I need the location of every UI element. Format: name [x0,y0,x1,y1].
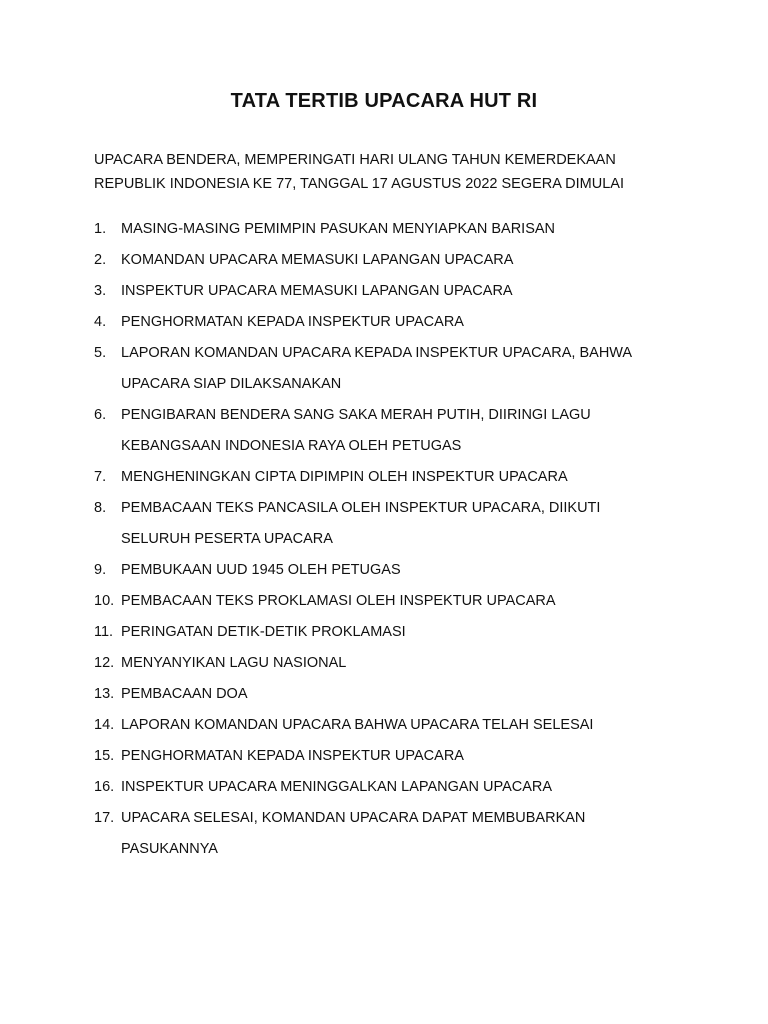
agenda-item-line: LAPORAN KOMANDAN UPACARA BAHWA UPACARA TELAH SELESAI [121,717,594,733]
agenda-item-line: PEMBACAAN DOA [121,686,248,702]
agenda-item-line: PENGHORMATAN KEPADA INSPEKTUR UPACARA [121,314,464,330]
agenda-item [94,338,694,400]
agenda-item-text [94,710,694,741]
agenda-item-number: 17. [94,810,115,826]
agenda-item [94,276,694,307]
agenda-item-number: 2. [94,252,107,268]
intro-line: UPACARA BENDERA, MEMPERINGATI HARI ULANG TAHUN KEMERDEKAAN [94,152,616,168]
agenda-item-text [94,338,694,400]
agenda-item-text [94,586,694,617]
agenda-item-line: UPACARA SELESAI, KOMANDAN UPACARA DAPAT MEMBUBARKAN [121,810,586,826]
agenda-item [94,586,694,617]
agenda-item-line: PEMBACAAN TEKS PROKLAMASI OLEH INSPEKTUR UPACARA [121,593,556,609]
agenda-item-number: 5. [94,345,107,361]
agenda-item [94,679,694,710]
agenda-item [94,400,694,462]
agenda-item-number: 3. [94,283,107,299]
agenda-item-number: 7. [94,469,107,485]
agenda-item-number: 6. [94,407,107,423]
agenda-item-text [94,617,694,648]
agenda-item-line: INSPEKTUR UPACARA MENINGGALKAN LAPANGAN UPACARA [121,779,553,795]
agenda-item-text [94,648,694,679]
agenda-item-line: LAPORAN KOMANDAN UPACARA KEPADA INSPEKTUR UPACARA, BAHWA [121,345,633,361]
agenda-item-line: PERINGATAN DETIK-DETIK PROKLAMASI [121,624,406,640]
agenda-item-number: 11. [94,624,114,640]
agenda-item-line: PEMBUKAAN UUD 1945 OLEH PETUGAS [121,562,401,578]
agenda-item-text [94,462,694,493]
agenda-item-number: 14. [94,717,115,733]
intro-line: REPUBLIK INDONESIA KE 77, TANGGAL 17 AGUSTUS 2022 SEGERA DIMULAI [94,176,624,192]
agenda-item-text [94,214,694,245]
agenda-item-text [94,493,694,555]
agenda-item-line: PENGHORMATAN KEPADA INSPEKTUR UPACARA [121,748,464,764]
agenda-item [94,245,694,276]
agenda-item-text [94,741,694,772]
agenda-item-line: PENGIBARAN BENDERA SANG SAKA MERAH PUTIH, DIIRINGI LAGU [121,407,591,423]
intro-paragraph [94,148,694,196]
agenda-item [94,803,694,865]
agenda-item-text [94,679,694,710]
agenda-item [94,307,694,338]
document-title: TATA TERTIB UPACARA HUT RI [230,90,538,112]
agenda-item-text [94,276,694,307]
agenda-item [94,462,694,493]
agenda-item-line: MENYANYIKAN LAGU NASIONAL [121,655,347,671]
agenda-item-line: UPACARA SIAP DILAKSANAKAN [121,376,342,392]
agenda-item-number: 4. [94,314,107,330]
agenda-item-line: INSPEKTUR UPACARA MEMASUKI LAPANGAN UPACARA [121,283,513,299]
agenda-item-number: 1. [94,221,107,237]
agenda-item [94,555,694,586]
agenda-list [94,214,694,865]
agenda-item-number: 10. [94,593,115,609]
agenda-item [94,493,694,555]
agenda-item-line: MASING-MASING PEMIMPIN PASUKAN MENYIAPKAN BARISAN [121,221,556,237]
agenda-item-line: SELURUH PESERTA UPACARA [121,531,333,547]
agenda-item-number: 8. [94,500,107,516]
agenda-item [94,772,694,803]
agenda-item [94,214,694,245]
agenda-item [94,617,694,648]
agenda-item-line: KEBANGSAAN INDONESIA RAYA OLEH PETUGAS [121,438,462,454]
agenda-item-number: 15. [94,748,115,764]
agenda-item [94,741,694,772]
agenda-item [94,710,694,741]
agenda-item-text [94,245,694,276]
agenda-item-line: KOMANDAN UPACARA MEMASUKI LAPANGAN UPACARA [121,252,514,268]
agenda-item-text [94,555,694,586]
agenda-item-number: 13. [94,686,115,702]
agenda-item-text [94,803,694,865]
agenda-item-line: PEMBACAAN TEKS PANCASILA OLEH INSPEKTUR UPACARA, DIIKUTI [121,500,601,516]
agenda-item-number: 9. [94,562,107,578]
agenda-item-number: 12. [94,655,115,671]
agenda-item-number: 16. [94,779,115,795]
agenda-item-text [94,307,694,338]
agenda-item-text [94,400,694,462]
agenda-item [94,648,694,679]
agenda-item-line: MENGHENINGKAN CIPTA DIPIMPIN OLEH INSPEKTUR UPACARA [121,469,568,485]
agenda-item-text [94,772,694,803]
agenda-item-line: PASUKANNYA [121,841,218,857]
